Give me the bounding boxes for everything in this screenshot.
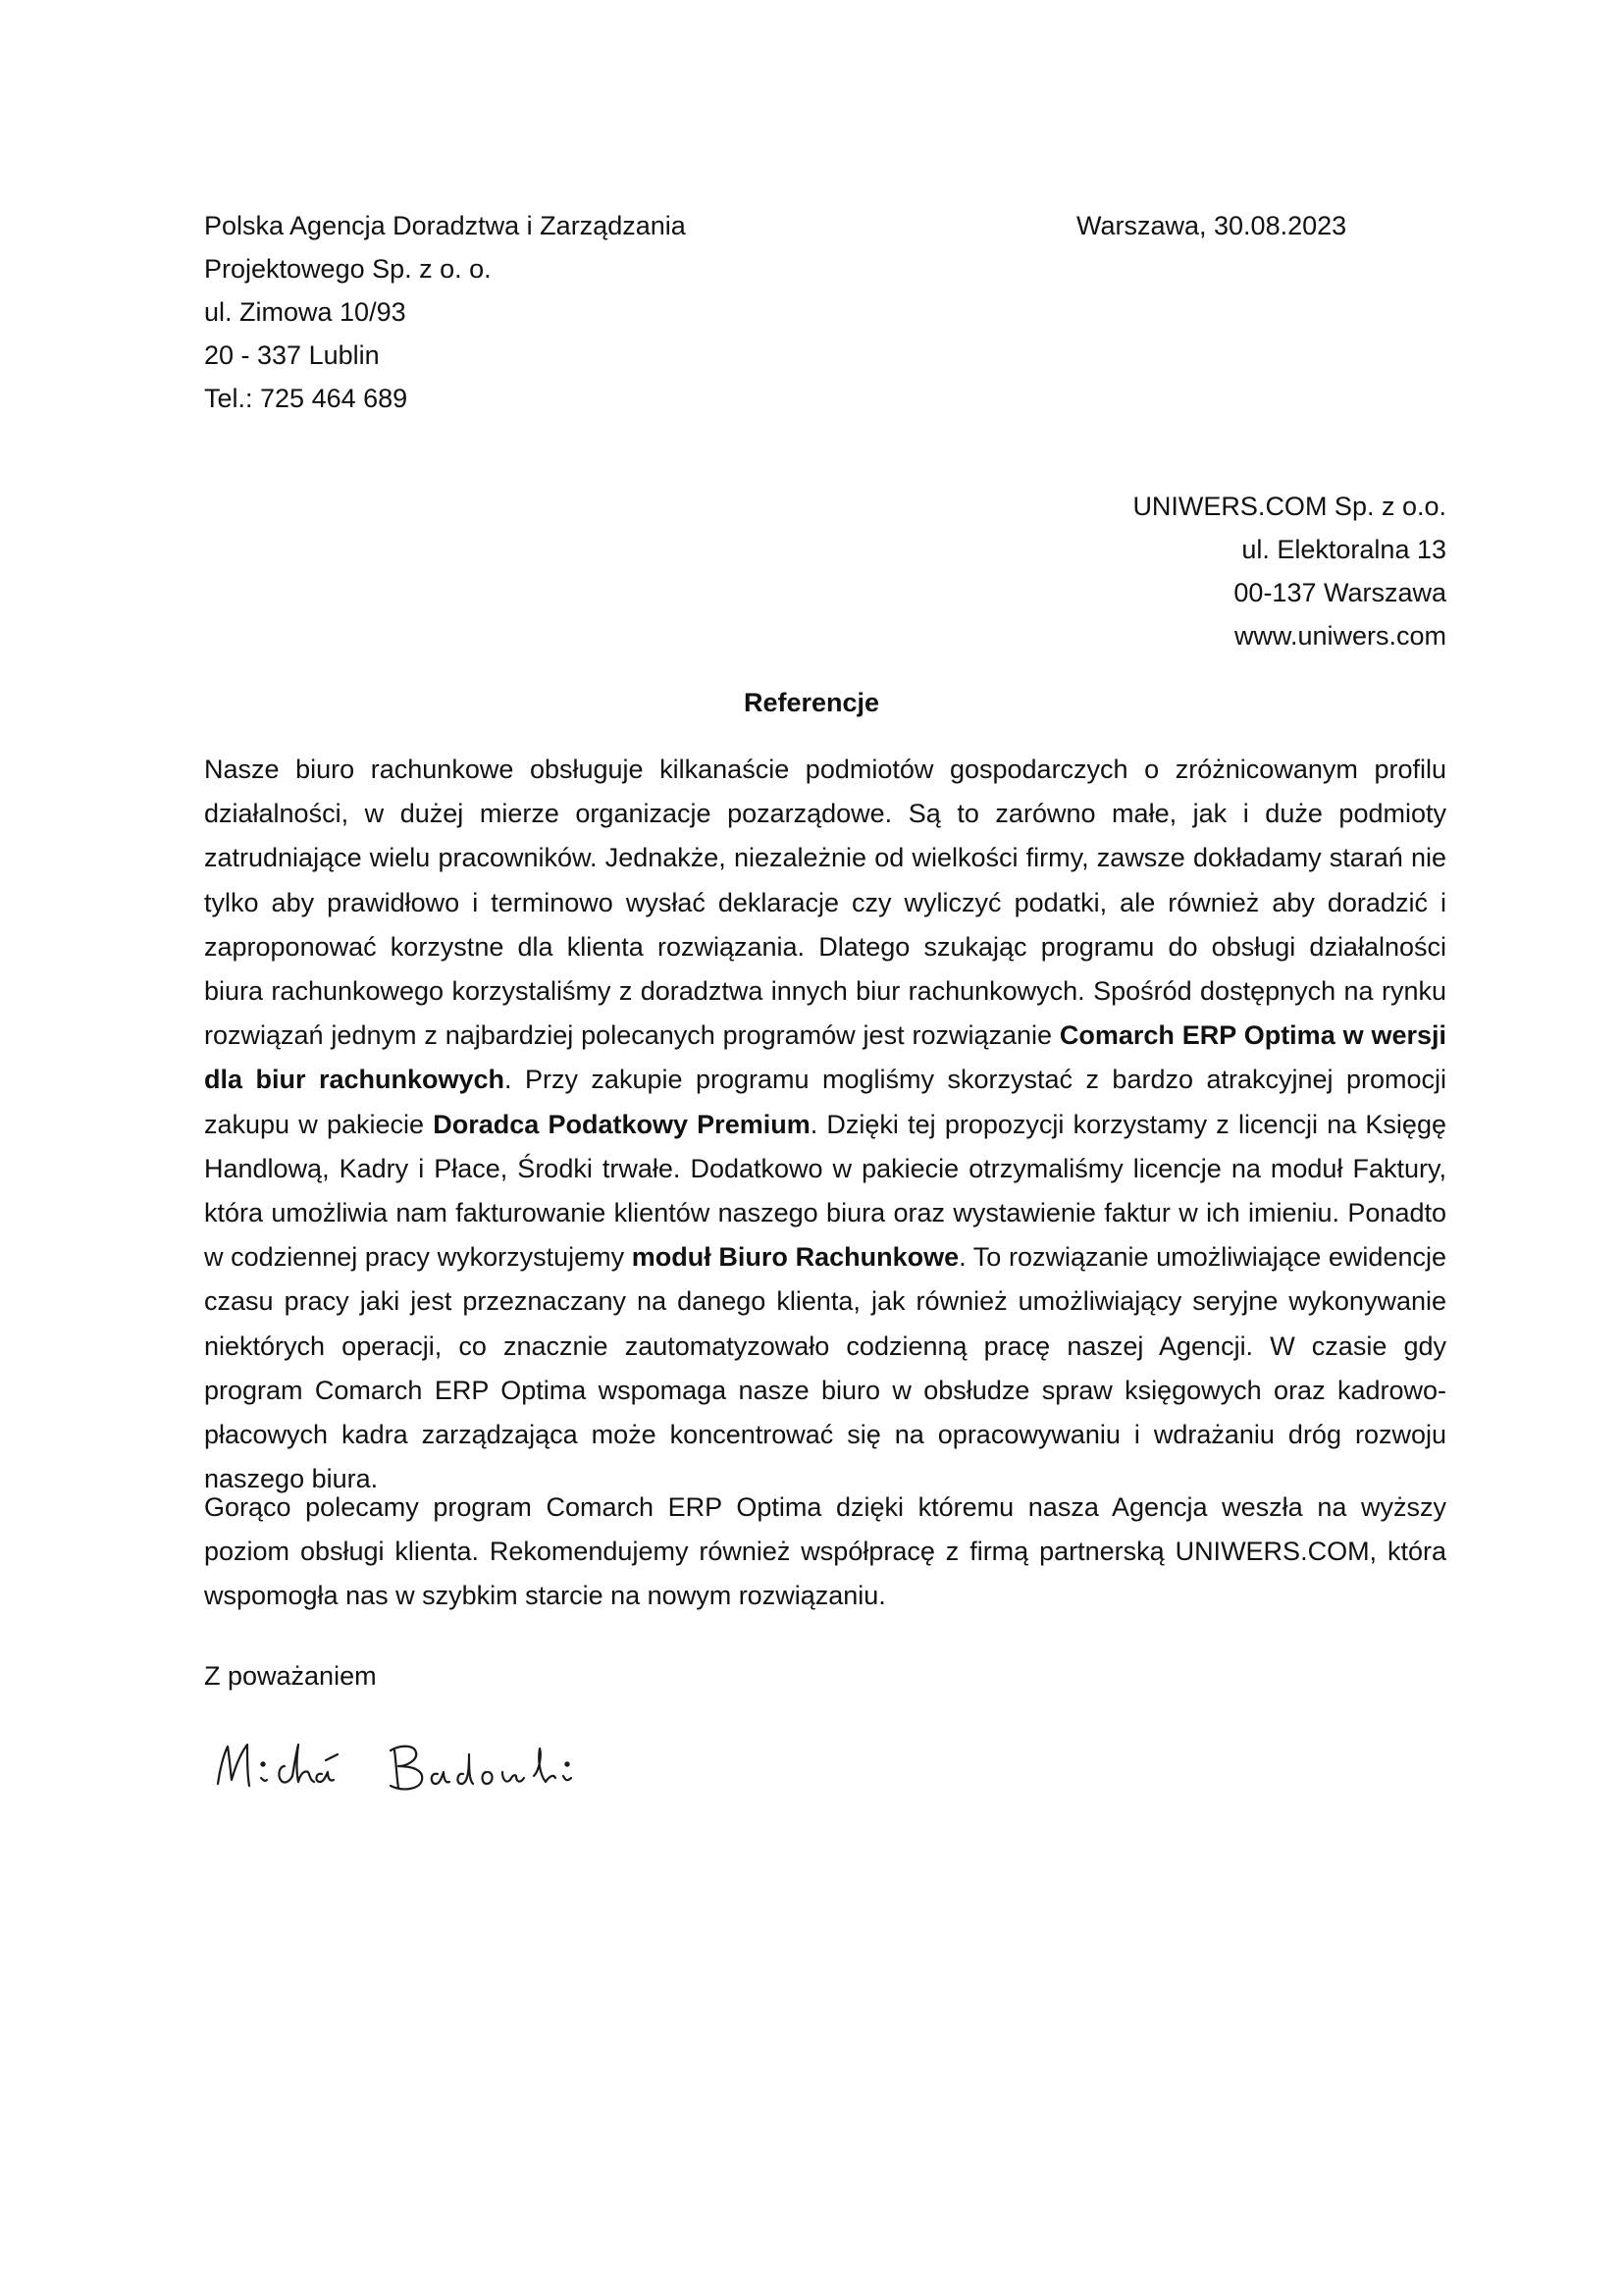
closing-salutation: Z poważaniem bbox=[204, 1661, 377, 1691]
recipient-address bbox=[1132, 485, 1446, 657]
sender-line: Projektowego Sp. z o. o. bbox=[204, 254, 492, 284]
sender-line: 20 - 337 Lublin bbox=[204, 340, 380, 370]
text-run: Nasze biuro rachunkowe obsługuje kilkanaście podmiotów gospodarczych o zróżnicowanym profilu działalności, w dużej mierze organizacje pozarządowe. Są to zarówno małe, jak i duże podmioty zatrudniające wielu pracowników. Jednakże, niezależnie od wielkości firmy, zawsze dokładamy starań nie tylko aby prawidłowo i terminowo wysłać deklaracje czy wyliczyć podatki, ale również aby doradzić i zaproponować korzystne dla klienta rozwiązania. Dlatego szukając programu do obsługi działalności biura rachunkowego korzystaliśmy z doradztwa innych biur rachunkowych. Spośród dostępnych na rynku rozwiązań jednym z najbardziej polecanych programów jest rozwiązanie bbox=[204, 755, 1446, 1051]
recipient-line: www.uniwers.com bbox=[1233, 621, 1446, 651]
sender-address bbox=[204, 204, 686, 420]
handwritten-signature bbox=[206, 1715, 618, 1823]
letter-date: Warszawa, 30.08.2023 bbox=[1076, 211, 1347, 240]
recipient-line: 00-137 Warszawa bbox=[1233, 578, 1446, 607]
body-paragraph-2: Gorąco polecamy program Comarch ERP Optima dzięki któremu nasza Agencja weszła na wyższy poziom obsługi klienta. Rekomendujemy również współpracę z firmą partnerską UNIWERS.COM, która wspomogła nas w szybkim starcie na nowym rozwiązaniu. bbox=[204, 1492, 1446, 1610]
sender-line: Tel.: 725 464 689 bbox=[204, 384, 408, 413]
body-paragraph-1 bbox=[204, 748, 1446, 1501]
bold-text-run: moduł Biuro Rachunkowe bbox=[631, 1242, 960, 1273]
letter-title: Referencje bbox=[743, 688, 880, 717]
bold-text-run: Doradca Podatkowy Premium bbox=[433, 1109, 811, 1139]
text-run: . Dzięki tej propozycji korzystamy z licencji na Księgę Handlową, Kadry i Płace, Środki trwałe. Dodatkowo w pakiecie otrzymaliśmy licencje na moduł Faktury, która umożliwia nam fakturowanie klientów naszego biura oraz wystawienie faktur w ich imieniu. Ponadto w codziennej pracy wykorzystujemy bbox=[204, 1109, 1446, 1273]
recipient-line: ul. Elektoralna 13 bbox=[1241, 535, 1446, 564]
text-run: . To rozwiązanie umożliwiające ewidencje czasu pracy jaki jest przeznaczany na danego klienta, jak również umożliwiający seryjne wykonywanie niektórych operacji, co znacznie zautomatyzowało codzienną pracę naszej Agencji. W czasie gdy program Comarch ERP Optima wspomaga nasze biuro w obsłudze spraw księgowych oraz kadrowo-płacowych kadra zarządzająca może koncentrować się na opracowywaniu i wdrażaniu dróg rozwoju naszego biura. bbox=[204, 1242, 1446, 1494]
sender-line: Polska Agencja Doradztwa i Zarządzania bbox=[204, 211, 686, 240]
bold-text-run: Comarch ERP Optima w wersji dla biur rachunkowych bbox=[204, 1020, 1446, 1095]
text-run: . Przy zakupie programu mogliśmy skorzystać z bardzo atrakcyjnej promocji zakupu w pakiecie bbox=[204, 1065, 1446, 1139]
recipient-line: UNIWERS.COM Sp. z o.o. bbox=[1132, 492, 1446, 521]
sender-line: ul. Zimowa 10/93 bbox=[204, 297, 406, 327]
